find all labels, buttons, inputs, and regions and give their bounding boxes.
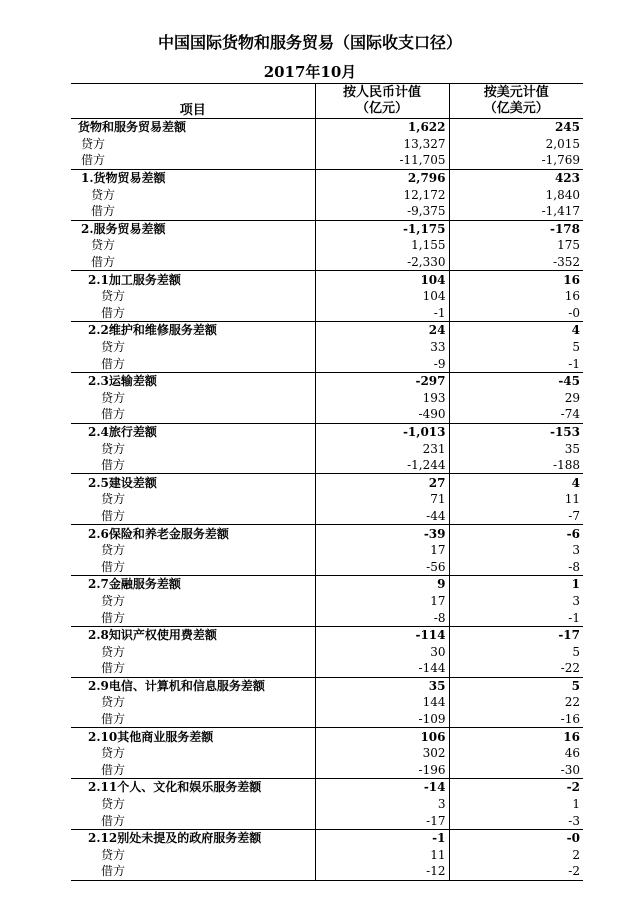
- debit-label: 借方: [71, 863, 315, 880]
- balance-label: 2.8知识产权使用费差额: [71, 626, 315, 643]
- balance-label: 2.10其他商业服务差额: [71, 728, 315, 745]
- balance-rmb-value: -1: [315, 829, 449, 846]
- credit-usd-value: 46: [449, 745, 583, 762]
- balance-usd-value: -153: [449, 423, 583, 440]
- credit-rmb-value: 302: [315, 745, 449, 762]
- balance-rmb-value: 106: [315, 728, 449, 745]
- credit-usd-value: 2: [449, 847, 583, 864]
- debit-rmb-value: -144: [315, 660, 449, 677]
- debit-rmb-value: -1,244: [315, 457, 449, 474]
- debit-rmb-value: -12: [315, 863, 449, 880]
- balance-label: 2.11个人、文化和娱乐服务差额: [71, 779, 315, 796]
- balance-rmb-value: 2,796: [315, 169, 449, 186]
- debit-label: 借方: [101, 610, 126, 625]
- table-row-balance: [71, 271, 583, 288]
- balance-rmb-value: 1,622: [315, 119, 449, 136]
- debit-rmb-value: -9: [315, 355, 449, 372]
- balance-label: 2.7金融服务差额: [71, 576, 315, 593]
- table-row-credit: [71, 694, 583, 711]
- credit-rmb-value: 1,155: [315, 237, 449, 254]
- table-row-credit: [71, 339, 583, 356]
- debit-usd-value: -22: [449, 660, 583, 677]
- balance-usd-value: 16: [449, 271, 583, 288]
- credit-usd-value: 3: [449, 593, 583, 610]
- rmb-column-header: 按人民币计值 （亿元）: [315, 84, 449, 119]
- debit-rmb-value: -490: [315, 406, 449, 423]
- balance-label: 1.货物贸易差额: [71, 169, 315, 186]
- balance-label: 2.服务贸易差额: [71, 220, 315, 237]
- credit-rmb-value: 193: [315, 390, 449, 407]
- balance-rmb-value: 24: [315, 322, 449, 339]
- balance-usd-value: -2: [449, 779, 583, 796]
- credit-usd-value: 35: [449, 440, 583, 457]
- debit-usd-value: -0: [449, 305, 583, 322]
- credit-rmb-value: 231: [315, 440, 449, 457]
- balance-label: 2.12别处未提及的政府服务差额: [71, 829, 315, 846]
- balance-label: 2.3运输差额: [71, 372, 315, 389]
- credit-rmb-value: 104: [315, 288, 449, 305]
- balance-usd-value: -6: [449, 525, 583, 542]
- credit-label: 贷方: [91, 187, 116, 202]
- credit-label: 贷方: [101, 644, 126, 659]
- debit-usd-value: -188: [449, 457, 583, 474]
- table-row-balance: [71, 779, 583, 796]
- credit-label: 贷方: [101, 797, 126, 812]
- table-row-debit: [71, 254, 583, 271]
- table-row-credit: [71, 796, 583, 813]
- credit-usd-value: 5: [449, 643, 583, 660]
- credit-usd-value: 3: [449, 542, 583, 559]
- credit-rmb-value: 144: [315, 694, 449, 711]
- credit-label: 贷方: [91, 238, 116, 253]
- table-row-balance: [71, 626, 583, 643]
- table-row-balance: [71, 829, 583, 846]
- page-subtitle: 2017年10月: [263, 63, 357, 81]
- credit-rmb-value: 30: [315, 643, 449, 660]
- balance-rmb-value: -1,013: [315, 423, 449, 440]
- table-row-balance: [71, 423, 583, 440]
- balance-usd-value: 4: [449, 474, 583, 491]
- item-column-header: 项目: [71, 84, 315, 119]
- balance-usd-value: 423: [449, 169, 583, 186]
- table-row-balance: [71, 728, 583, 745]
- debit-label: 借方: [91, 204, 116, 219]
- debit-rmb-value: -1: [315, 305, 449, 322]
- table-row-credit: [71, 288, 583, 305]
- debit-rmb-value: -9,375: [315, 203, 449, 220]
- credit-rmb-value: 12,172: [315, 186, 449, 203]
- credit-usd-value: 11: [449, 491, 583, 508]
- credit-rmb-value: 13,327: [315, 136, 449, 153]
- credit-label: 贷方: [101, 593, 126, 608]
- balance-rmb-value: -297: [315, 372, 449, 389]
- credit-usd-value: 1,840: [449, 186, 583, 203]
- credit-label: 贷方: [101, 695, 126, 710]
- debit-usd-value: -74: [449, 406, 583, 423]
- table-row-credit: [71, 491, 583, 508]
- debit-label: 借方: [101, 356, 126, 371]
- balance-rmb-value: 104: [315, 271, 449, 288]
- balance-label: 货物和服务贸易差额: [71, 119, 315, 136]
- table-row-credit: [71, 643, 583, 660]
- balance-label: 2.6保险和养老金服务差额: [71, 525, 315, 542]
- debit-label: 借方: [101, 762, 126, 777]
- credit-usd-value: 175: [449, 237, 583, 254]
- balance-rmb-value: 35: [315, 677, 449, 694]
- table-row-credit: [71, 593, 583, 610]
- table-row-debit: [71, 660, 583, 677]
- balance-rmb-value: 27: [315, 474, 449, 491]
- table-row-debit: [71, 406, 583, 423]
- debit-usd-value: -1,417: [449, 203, 583, 220]
- credit-rmb-value: 11: [315, 847, 449, 864]
- table-row-balance: [71, 525, 583, 542]
- debit-rmb-value: -11,705: [315, 152, 449, 169]
- balance-rmb-value: 9: [315, 576, 449, 593]
- table-row-debit: [71, 355, 583, 372]
- credit-label: 贷方: [101, 390, 126, 405]
- balance-usd-value: 245: [449, 119, 583, 136]
- debit-usd-value: -1,769: [449, 152, 583, 169]
- debit-rmb-value: -109: [315, 711, 449, 728]
- debit-label: 借方: [81, 153, 106, 168]
- debit-rmb-value: -17: [315, 812, 449, 829]
- page-title: 中国国际货物和服务贸易（国际收支口径）: [157, 33, 462, 52]
- table-row-balance: [71, 169, 583, 186]
- table-row-debit: [71, 203, 583, 220]
- balance-usd-value: -45: [449, 372, 583, 389]
- table-row-credit: [71, 136, 583, 153]
- table-row-credit: [71, 542, 583, 559]
- credit-label: 贷方: [101, 543, 126, 558]
- balance-usd-value: 5: [449, 677, 583, 694]
- debit-rmb-value: -2,330: [315, 254, 449, 271]
- debit-usd-value: -30: [449, 762, 583, 779]
- table-header: [71, 84, 583, 119]
- debit-rmb-value: -56: [315, 558, 449, 575]
- credit-usd-value: 29: [449, 390, 583, 407]
- balance-usd-value: -0: [449, 829, 583, 846]
- balance-label: 2.9电信、计算机和信息服务差额: [71, 677, 315, 694]
- debit-label: 借方: [101, 305, 126, 320]
- table-row-debit: [71, 152, 583, 169]
- table-row-balance: [71, 677, 583, 694]
- debit-rmb-value: -196: [315, 762, 449, 779]
- debit-label: 借方: [101, 661, 126, 676]
- table-row-balance: [71, 474, 583, 491]
- table-row-debit: [71, 863, 583, 880]
- debit-label: 借方: [101, 508, 126, 523]
- table-row-balance: [71, 220, 583, 237]
- debit-usd-value: -3: [449, 812, 583, 829]
- balance-usd-value: 4: [449, 322, 583, 339]
- balance-rmb-value: -1,175: [315, 220, 449, 237]
- credit-label: 贷方: [101, 340, 126, 355]
- table-row-debit: [71, 305, 583, 322]
- credit-label: 贷方: [101, 746, 126, 761]
- credit-rmb-value: 71: [315, 491, 449, 508]
- table-row-debit: [71, 558, 583, 575]
- debit-usd-value: -2: [449, 863, 583, 880]
- balance-usd-value: 1: [449, 576, 583, 593]
- table-row-credit: [71, 390, 583, 407]
- table-row-credit: [71, 847, 583, 864]
- table-row-debit: [71, 609, 583, 626]
- table-row-credit: [71, 745, 583, 762]
- table-row-debit: [71, 762, 583, 779]
- table-row-balance: [71, 372, 583, 389]
- table-row-balance: [71, 576, 583, 593]
- debit-usd-value: -1: [449, 355, 583, 372]
- credit-usd-value: 22: [449, 694, 583, 711]
- balance-usd-value: -178: [449, 220, 583, 237]
- table-row-debit: [71, 711, 583, 728]
- credit-rmb-value: 17: [315, 542, 449, 559]
- trade-table: [71, 83, 583, 881]
- credit-usd-value: 5: [449, 339, 583, 356]
- table-row-credit: [71, 186, 583, 203]
- table-row-balance: [71, 119, 583, 136]
- credit-rmb-value: 33: [315, 339, 449, 356]
- table-row-balance: [71, 322, 583, 339]
- credit-usd-value: 16: [449, 288, 583, 305]
- debit-rmb-value: -44: [315, 508, 449, 525]
- balance-label: 2.2维护和维修服务差额: [71, 322, 315, 339]
- table-row-debit: [71, 812, 583, 829]
- debit-label: 借方: [101, 813, 126, 828]
- credit-label: 贷方: [101, 289, 126, 304]
- balance-usd-value: -17: [449, 626, 583, 643]
- balance-rmb-value: -14: [315, 779, 449, 796]
- credit-label: 贷方: [101, 847, 126, 862]
- table-row-debit: [71, 508, 583, 525]
- balance-usd-value: 16: [449, 728, 583, 745]
- debit-usd-value: -7: [449, 508, 583, 525]
- usd-column-header: 按美元计值 （亿美元）: [449, 84, 583, 119]
- balance-label: 2.4旅行差额: [71, 423, 315, 440]
- table-body: [71, 119, 583, 881]
- credit-label: 贷方: [101, 492, 126, 507]
- credit-label: 贷方: [101, 441, 126, 456]
- debit-label: 借方: [91, 255, 116, 270]
- debit-label: 借方: [101, 559, 126, 574]
- balance-rmb-value: -114: [315, 626, 449, 643]
- credit-label: 贷方: [81, 136, 106, 151]
- credit-rmb-value: 17: [315, 593, 449, 610]
- balance-label: 2.1加工服务差额: [71, 271, 315, 288]
- table-row-debit: [71, 457, 583, 474]
- debit-label: 借方: [101, 407, 126, 422]
- credit-usd-value: 1: [449, 796, 583, 813]
- debit-usd-value: -16: [449, 711, 583, 728]
- balance-label: 2.5建设差额: [71, 474, 315, 491]
- table-row-credit: [71, 237, 583, 254]
- debit-usd-value: -1: [449, 609, 583, 626]
- debit-usd-value: -8: [449, 558, 583, 575]
- debit-label: 借方: [101, 458, 126, 473]
- balance-rmb-value: -39: [315, 525, 449, 542]
- debit-rmb-value: -8: [315, 609, 449, 626]
- debit-usd-value: -352: [449, 254, 583, 271]
- credit-usd-value: 2,015: [449, 136, 583, 153]
- table-row-credit: [71, 440, 583, 457]
- debit-label: 借方: [101, 712, 126, 727]
- credit-rmb-value: 3: [315, 796, 449, 813]
